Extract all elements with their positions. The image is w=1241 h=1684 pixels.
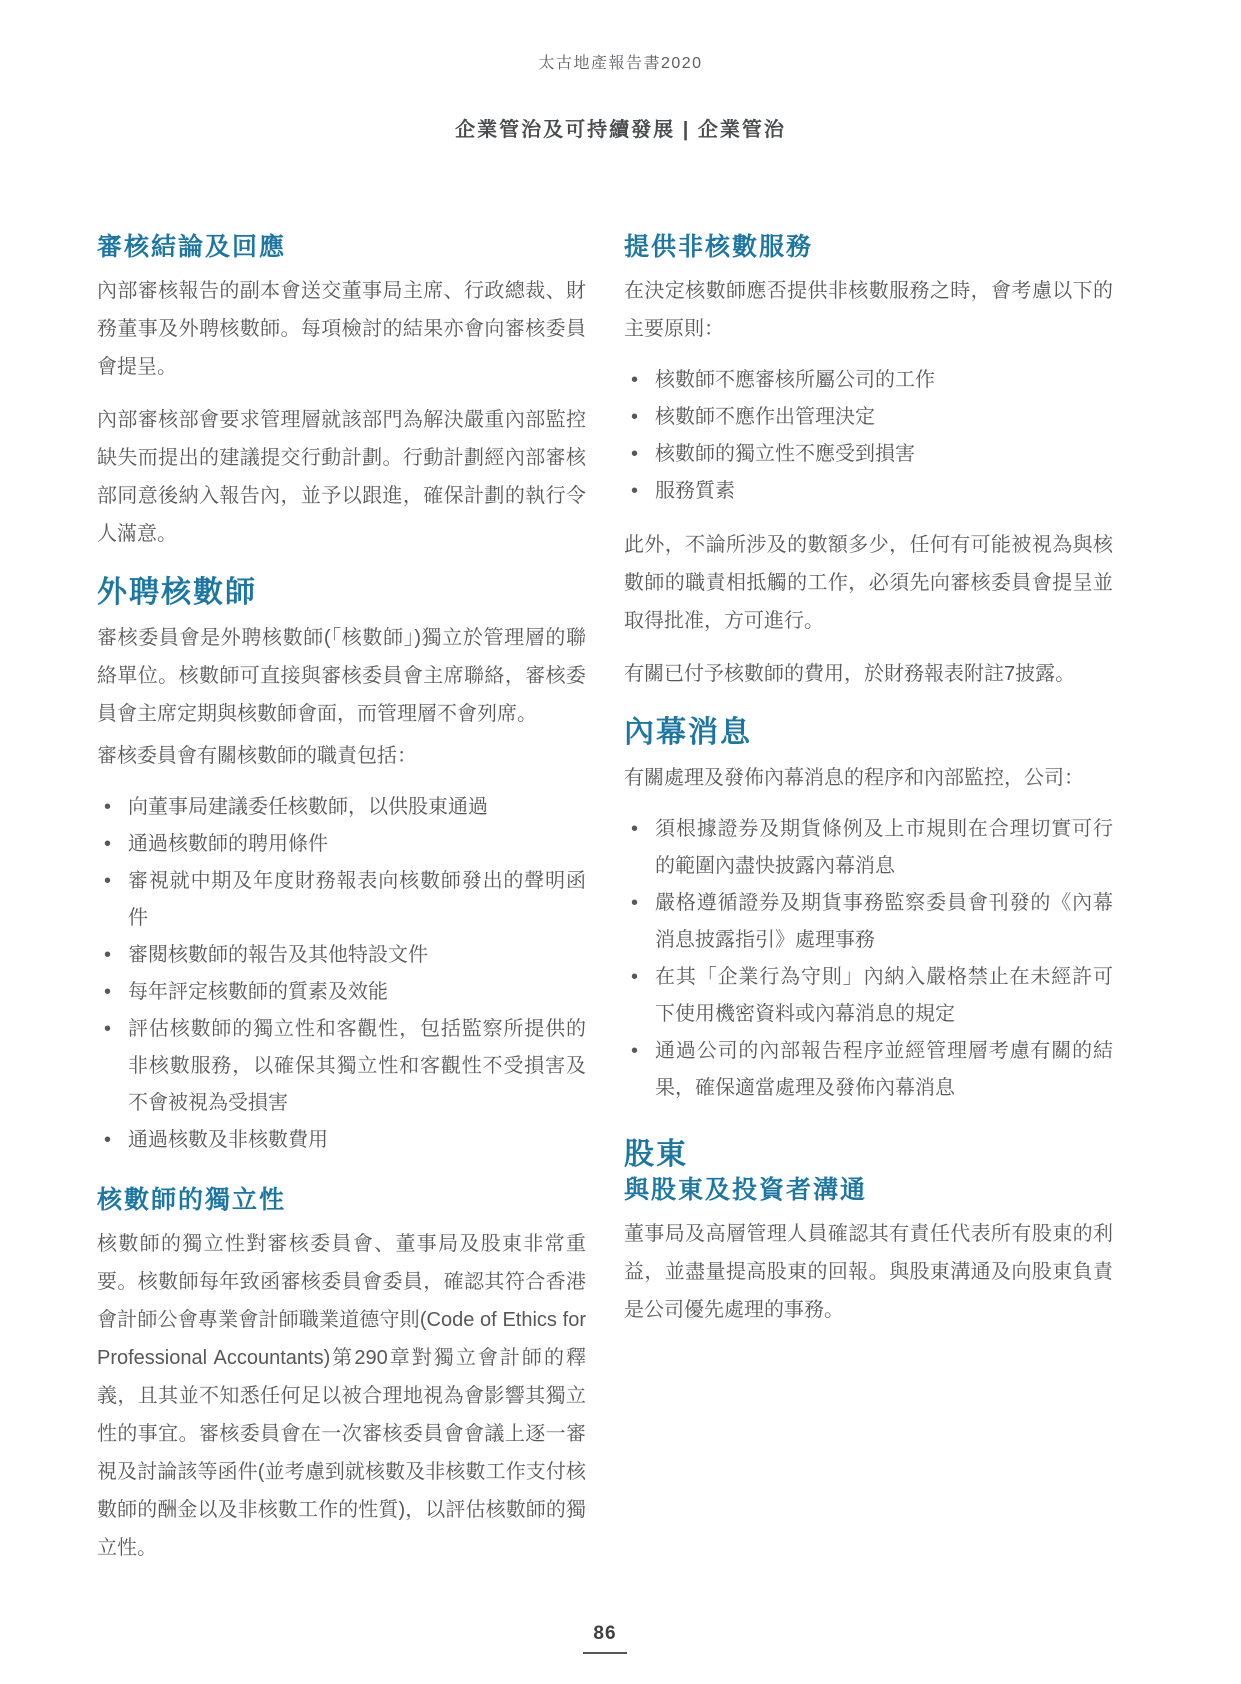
list-item: • 須根據證券及期貨條例及上市規則在合理切實可行的範圍內盡快披露內幕消息 (624, 811, 1113, 885)
shareholders-paragraph-1: 董事局及高層管理人員確認其有責任代表所有股東的利益，並盡量提高股東的回報。與股東溝通及向股東負責是公司優先處理的事務。 (624, 1223, 1113, 1321)
non-audit-services-paragraph-2: 有關已付予核數師的費用，於財務報表附註7披露。 (624, 663, 1076, 685)
list-item: • 服務質素 (624, 473, 1113, 510)
heading-audit-conclusions: 審核結論及回應 (97, 233, 287, 261)
list-item: • 核數師不應審核所屬公司的工作 (624, 362, 1113, 399)
external-auditors-bullet-list (97, 789, 586, 1159)
external-auditors-list-intro: 審核委員會有關核數師的職責包括： (97, 745, 417, 767)
audit-conclusions-paragraph-2: 內部審核部會要求管理層就該部門為解決嚴重內部監控缺失而提出的建議提交行動計劃。行動計劃經內部審核部同意後納入報告內，並予以跟進，確保計劃的執行令人滿意。 (97, 409, 586, 545)
page-number: 86 (583, 1623, 626, 1654)
non-audit-services-list-intro: 在決定核數師應否提供非核數服務之時，會考慮以下的主要原則： (624, 280, 1113, 340)
auditor-independence-paragraph-1: 核數師的獨立性對審核委員會、董事局及股東非常重要。核數師每年致函審核委員會委員，確認其符合香港會計師公會專業會計師職業道德守則(Code of Ethics for Professional Accountants)第290章對獨立會計師的釋義，且其並不知悉任何足以被合理地視為會影響其獨立性的事宜。審核委員會在一次審核委員會會議上逐一審視及討論該等函件(並考慮到就核數及非核數工作支付核數師的酬金以及非核數工作的性質)，以評估核數師的獨立性。 (97, 1233, 586, 1559)
audit-conclusions-paragraph-1: 內部審核報告的副本會送交董事局主席、行政總裁、財務董事及外聘核數師。每項檢討的結果亦會向審核委員會提呈。 (97, 280, 586, 378)
list-item: • 通過核數及非核數費用 (97, 1122, 586, 1159)
list-item: • 審視就中期及年度財務報表向核數師發出的聲明函件 (97, 863, 586, 937)
inside-information-bullet-list (624, 811, 1113, 1107)
two-column-layout (97, 232, 1113, 1582)
list-item: • 在其「企業行為守則」內納入嚴格禁止在未經許可下使用機密資料或內幕消息的規定 (624, 959, 1113, 1033)
heading-non-audit-services: 提供非核數服務 (624, 233, 814, 261)
page-title: 企業管治及可持續發展 | 企業管治 (455, 119, 786, 141)
list-item: • 核數師的獨立性不應受到損害 (624, 436, 1113, 473)
heading-inside-information: 內幕消息 (624, 716, 752, 749)
heading-external-auditors: 外聘核數師 (97, 576, 257, 609)
heading-shareholders: 股東 (624, 1138, 688, 1171)
list-item: • 每年評定核數師的質素及效能 (97, 974, 586, 1011)
non-audit-services-paragraph-1: 此外，不論所涉及的數額多少，任何有可能被視為與核數師的職責相抵觸的工作，必須先向審核委員會提呈並取得批准，方可進行。 (624, 534, 1113, 632)
list-item: • 審閱核數師的報告及其他特設文件 (97, 937, 586, 974)
list-item: • 通過核數師的聘用條件 (97, 826, 586, 863)
page-footer (97, 1623, 1113, 1654)
list-item: • 通過公司的內部報告程序並經管理層考慮有關的結果，確保適當處理及發佈內幕消息 (624, 1033, 1113, 1107)
list-item: • 向董事局建議委任核數師，以供股東通過 (97, 789, 586, 826)
heading-shareholder-communication: 與股東及投資者溝通 (624, 1176, 868, 1204)
inside-information-list-intro: 有關處理及發佈內幕消息的程序和內部監控，公司： (624, 767, 1084, 789)
list-item: • 嚴格遵循證券及期貨事務監察委員會刊發的《內幕消息披露指引》處理事務 (624, 885, 1113, 959)
right-column (624, 232, 1113, 1582)
heading-auditor-independence: 核數師的獨立性 (97, 1186, 287, 1214)
list-item: • 核數師不應作出管理決定 (624, 399, 1113, 436)
report-title: 太古地產報告書2020 (538, 55, 703, 72)
external-auditors-paragraph-1: 審核委員會是外聘核數師(「核數師」)獨立於管理層的聯絡單位。核數師可直接與審核委員會主席聯絡，審核委員會主席定期與核數師會面，而管理層不會列席。 (97, 627, 586, 725)
left-column (97, 232, 586, 1582)
non-audit-services-bullet-list (624, 362, 1113, 510)
list-item: • 評估核數師的獨立性和客觀性，包括監察所提供的非核數服務，以確保其獨立性和客觀性不受損害及不會被視為受損害 (97, 1011, 586, 1122)
